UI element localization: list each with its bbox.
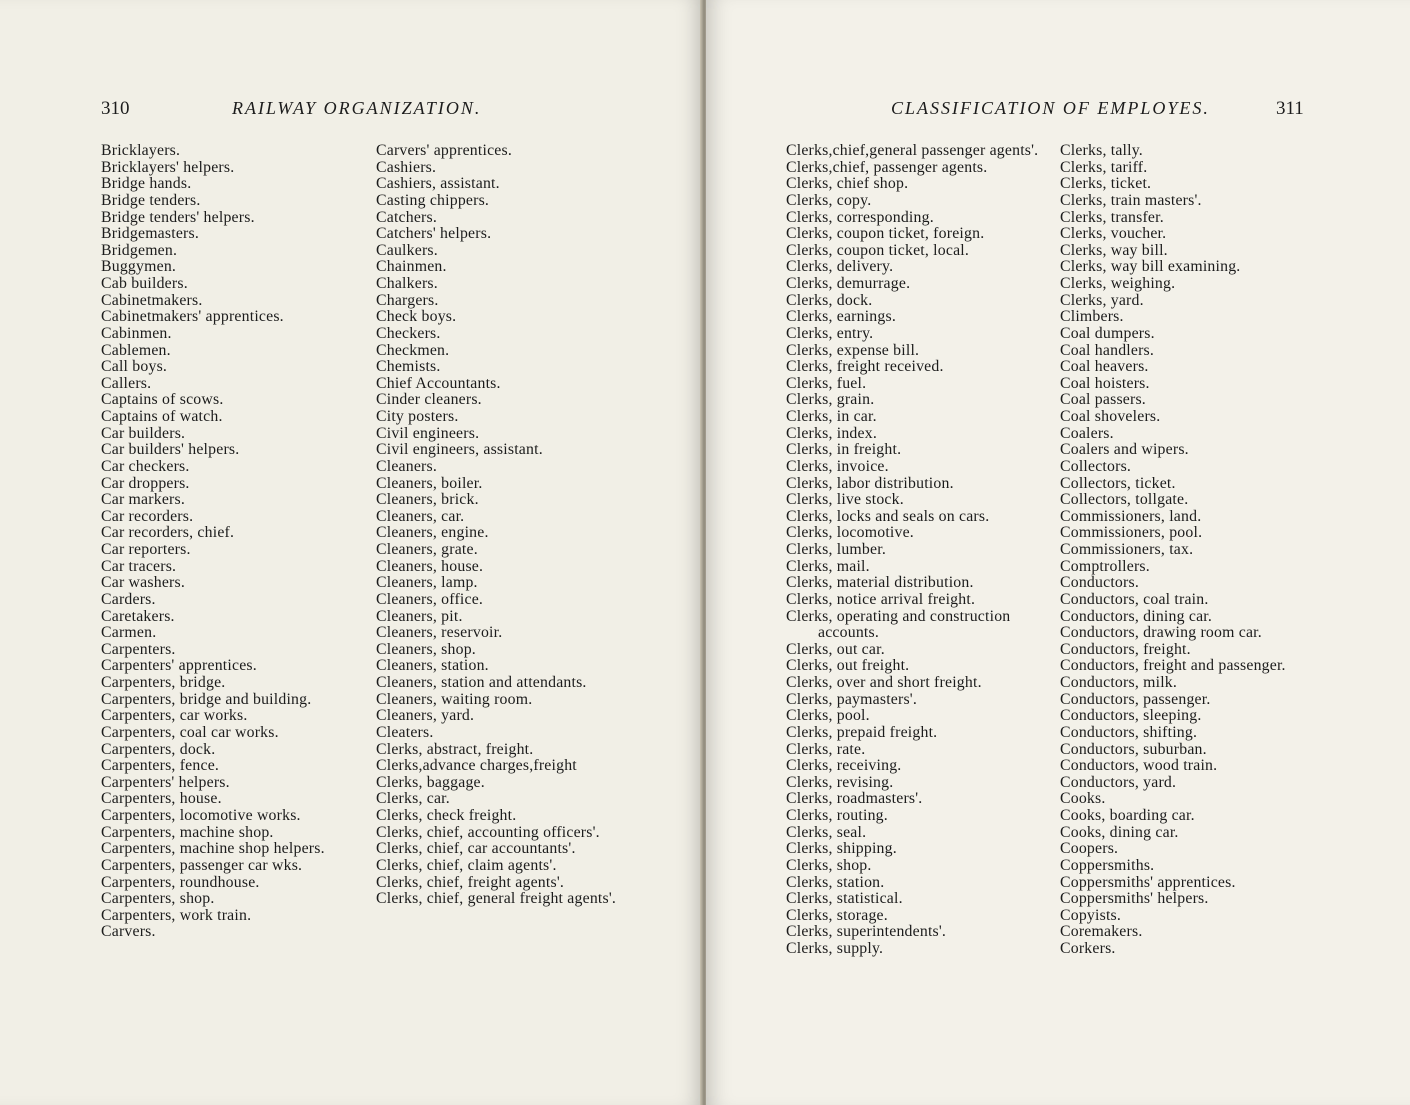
list-item: Bridge tenders. [101, 191, 201, 209]
list-item: Carpenters, bridge. [101, 674, 226, 691]
list-item: City posters. [376, 408, 459, 425]
list-item: Chainmen. [376, 258, 447, 276]
list-item: Coal dumpers. [1060, 324, 1155, 342]
list-item: Commissioners, pool. [1060, 524, 1203, 542]
list-item: Clerks, notice arrival freight. [786, 590, 976, 608]
list-item: Clerks, shipping. [786, 840, 897, 858]
list-item: Clerks, receiving. [786, 757, 902, 775]
list-item: Cleaners, station and attendants. [376, 674, 587, 691]
list-item: Clerks, delivery. [786, 258, 894, 276]
list-item: Clerks, chief, car accountants'. [376, 840, 576, 858]
list-item: Carpenters, roundhouse. [101, 873, 260, 891]
list-item: Cleaners, lamp. [376, 574, 478, 592]
list-item: Clerks, baggage. [376, 773, 485, 791]
list-item: Clerks, fuel. [786, 374, 867, 392]
list-item: Carpenters, shop. [101, 890, 215, 908]
list-item: Cashiers. [376, 158, 437, 176]
list-item: Cleaners, house. [376, 557, 484, 575]
list-item: Clerks, entry. [786, 324, 874, 342]
list-item: Bridgemasters. [101, 225, 199, 243]
list-item: Cablemen. [101, 341, 171, 359]
list-item: Conductors, passenger. [1060, 690, 1211, 708]
list-item: Checkers. [376, 324, 441, 342]
page-number: 311 [1276, 98, 1304, 119]
list-item: Commissioners, tax. [1060, 541, 1194, 558]
list-item: Clerks, paymasters'. [786, 690, 917, 708]
list-item: Clerks, supply. [786, 940, 884, 957]
list-item: Clerks, pool. [786, 707, 870, 725]
list-item: Cooks. [1060, 790, 1106, 808]
list-item: Clerks, coupon ticket, local. [786, 241, 970, 259]
list-item: Bridgemen. [101, 241, 178, 259]
list-item: Conductors, coal train. [1060, 590, 1209, 608]
list-item: Clerks, expense bill. [786, 341, 920, 359]
list-item: Caulkers. [376, 241, 438, 259]
list-item: Casting chippers. [376, 191, 490, 209]
list-item: Coal shovelers. [1060, 408, 1161, 425]
list-item: Clerks, locks and seals on cars. [786, 507, 990, 525]
list-item: Carpenters, work train. [101, 906, 252, 924]
list-item: Clerks, dock. [786, 291, 873, 309]
list-item: Check boys. [376, 308, 457, 326]
list-item: Carders. [101, 590, 156, 608]
list-item: Clerks, demurrage. [786, 275, 911, 292]
list-item: Conductors, milk. [1060, 674, 1178, 691]
list-item: Conductors, drawing room car. [1060, 624, 1262, 642]
list-item: Clerks, operating and construction accounts. [786, 607, 1011, 642]
list-item: Coal heavers. [1060, 358, 1149, 376]
list-item: Clerks, shop. [786, 856, 872, 874]
list-item: Cashiers, assistant. [376, 175, 500, 193]
list-item: Clerks, way bill. [1060, 241, 1168, 259]
list-item: Clerks, chief shop. [786, 175, 909, 193]
list-item: Coppersmiths' apprentices. [1060, 873, 1236, 891]
list-item: Clerks, invoice. [786, 457, 889, 475]
list-item: Cab builders. [101, 275, 188, 292]
list-item: Conductors, freight and passenger. [1060, 657, 1286, 675]
list-item: Carpenters, locomotive works. [101, 807, 301, 824]
list-item: Cleaners, boiler. [376, 474, 483, 492]
list-item: Clerks,advance charges,freight [376, 757, 577, 775]
list-item: Clerks, way bill examining. [1060, 258, 1241, 276]
list-item: Coppersmiths. [1060, 856, 1155, 874]
list-item: Collectors. [1060, 457, 1132, 475]
list-item: Cleaners, grate. [376, 541, 478, 558]
list-item: Clerks, car. [376, 790, 450, 808]
list-item: Conductors, suburban. [1060, 740, 1207, 758]
list-item: Car recorders, chief. [101, 524, 235, 542]
list-item: Carpenters, house. [101, 790, 222, 808]
list-item: Clerks, tariff. [1060, 158, 1148, 176]
list-item: Chalkers. [376, 275, 438, 292]
left-column-1 [101, 143, 363, 941]
list-item: Carpenters, passenger car wks. [101, 856, 303, 874]
list-item: Clerks, index. [786, 424, 877, 442]
list-item: Clerks, yard. [1060, 291, 1144, 309]
list-item: Clerks, mail. [786, 557, 870, 575]
list-item: Clerks, earnings. [786, 308, 897, 326]
list-item: Clerks, over and short freight. [786, 674, 982, 691]
list-item: Clerks, live stock. [786, 491, 904, 509]
list-item: Collectors, tollgate. [1060, 491, 1189, 509]
list-item: Clerks, chief, claim agents'. [376, 856, 557, 874]
list-item: Coopers. [1060, 840, 1119, 858]
list-item: Captains of scows. [101, 391, 224, 409]
list-item: Carpenters, dock. [101, 740, 216, 758]
list-item: Chargers. [376, 291, 439, 309]
list-item: Cleaners. [376, 457, 438, 475]
list-item: Clerks, train masters'. [1060, 191, 1202, 209]
list-item: Conductors, shifting. [1060, 723, 1198, 741]
list-item: Clerks, roadmasters'. [786, 790, 923, 808]
list-item: Carpenters, bridge and building. [101, 690, 312, 708]
list-item: Cleaners, car. [376, 507, 465, 525]
list-item: Climbers. [1060, 308, 1124, 326]
list-item: Clerks, chief, freight agents'. [376, 873, 565, 891]
list-item: Coal handlers. [1060, 341, 1155, 359]
list-item: Car droppers. [101, 474, 190, 492]
list-item: Copyists. [1060, 906, 1122, 924]
left-page [0, 0, 703, 1105]
list-item: Coppersmiths' helpers. [1060, 890, 1209, 908]
list-item: Carpenters' apprentices. [101, 657, 257, 675]
list-item: Clerks, material distribution. [786, 574, 974, 592]
list-item: Clerks, rate. [786, 740, 866, 758]
list-item: Commissioners, land. [1060, 507, 1202, 525]
list-item: Cleaners, station. [376, 657, 489, 675]
list-item: Clerks, transfer. [1060, 208, 1164, 226]
list-item: Cooks, boarding car. [1060, 807, 1195, 824]
list-item: Checkmen. [376, 341, 450, 359]
list-item: Cooks, dining car. [1060, 823, 1179, 841]
list-item: Buggymen. [101, 258, 177, 276]
list-item: Collectors, ticket. [1060, 474, 1176, 492]
list-item: Car checkers. [101, 457, 190, 475]
list-item: Bricklayers' helpers. [101, 158, 235, 176]
list-item: Coalers. [1060, 424, 1114, 442]
list-item: Clerks, in car. [786, 408, 877, 425]
list-item: Comptrollers. [1060, 557, 1150, 575]
list-item: Civil engineers. [376, 424, 480, 442]
list-item: Cleaners, waiting room. [376, 690, 533, 708]
list-item: Clerks, chief, accounting officers'. [376, 823, 600, 841]
list-item: Car builders. [101, 424, 186, 442]
list-item: Clerks, out freight. [786, 657, 910, 675]
list-item: Carpenters, machine shop. [101, 823, 274, 841]
list-item: Cinder cleaners. [376, 391, 482, 409]
list-item: Clerks, coupon ticket, foreign. [786, 225, 985, 243]
list-item: Cleaners, yard. [376, 707, 475, 725]
list-item: Carpenters, car works. [101, 707, 248, 725]
list-item: Car builders' helpers. [101, 441, 240, 459]
list-item: Cleaners, shop. [376, 640, 476, 658]
list-item: Clerks, lumber. [786, 541, 886, 558]
list-item: Chief Accountants. [376, 374, 501, 392]
list-item: Clerks, out car. [786, 640, 885, 658]
list-item: Clerks, freight received. [786, 358, 944, 376]
list-item: Carpenters, fence. [101, 757, 220, 775]
list-item: Conductors, freight. [1060, 640, 1191, 658]
list-item: Clerks, chief, general freight agents'. [376, 890, 617, 908]
list-item: Clerks, revising. [786, 773, 894, 791]
list-item: Coalers and wipers. [1060, 441, 1189, 459]
list-item: Captains of watch. [101, 408, 223, 425]
list-item: Car markers. [101, 491, 185, 509]
list-item: Conductors, dining car. [1060, 607, 1213, 625]
running-title: CLASSIFICATION OF EMPLOYES. [891, 98, 1210, 118]
right-page [706, 0, 1410, 1105]
right-column-1 [786, 143, 1040, 958]
list-item: Clerks, storage. [786, 906, 888, 924]
list-item: Clerks, weighing. [1060, 275, 1176, 292]
list-item: Conductors, yard. [1060, 773, 1177, 791]
list-item: Clerks, in freight. [786, 441, 902, 459]
list-item: Car recorders. [101, 507, 194, 525]
list-item: Coremakers. [1060, 923, 1143, 941]
list-item: Callers. [101, 374, 152, 392]
right-column-2 [1060, 143, 1314, 958]
list-item: Carpenters. [101, 640, 176, 658]
list-item: Car reporters. [101, 541, 191, 558]
list-item: Corkers. [1060, 940, 1116, 957]
list-item: Clerks, copy. [786, 191, 872, 209]
list-item: Conductors. [1060, 574, 1139, 592]
list-item: Catchers. [376, 208, 438, 226]
list-item: Clerks,chief, passenger agents. [786, 158, 988, 176]
list-item: Clerks, statistical. [786, 890, 903, 908]
list-item: Car washers. [101, 574, 185, 592]
list-item: Cleaters. [376, 723, 434, 741]
list-item: Carpenters, coal car works. [101, 723, 279, 741]
list-item: Carpenters, machine shop helpers. [101, 840, 325, 858]
list-item: Clerks, superintendents'. [786, 923, 947, 941]
list-item: Cleaners, reservoir. [376, 624, 503, 642]
list-item: Cabinetmakers' apprentices. [101, 308, 284, 326]
list-item: Clerks,chief,general passenger agents'. [786, 142, 1039, 159]
list-item: Car tracers. [101, 557, 177, 575]
list-item: Cabinmen. [101, 324, 172, 342]
list-item: Clerks, seal. [786, 823, 867, 841]
list-item: Carpenters' helpers. [101, 773, 230, 791]
list-item: Cleaners, office. [376, 590, 484, 608]
list-item: Carvers. [101, 923, 156, 941]
list-item: Clerks, ticket. [1060, 175, 1152, 193]
list-item: Coal hoisters. [1060, 374, 1150, 392]
list-item: Civil engineers, assistant. [376, 441, 543, 459]
list-item: Call boys. [101, 358, 168, 376]
list-item: Clerks, tally. [1060, 142, 1143, 159]
list-item: Clerks, voucher. [1060, 225, 1167, 243]
list-item: Bridge tenders' helpers. [101, 208, 255, 226]
list-item: Carmen. [101, 624, 157, 642]
list-item: Clerks, prepaid freight. [786, 723, 938, 741]
list-item: Cleaners, pit. [376, 607, 463, 625]
list-item: Clerks, labor distribution. [786, 474, 954, 492]
running-title: RAILWAY ORGANIZATION. [232, 98, 482, 118]
list-item: Carvers' apprentices. [376, 142, 512, 159]
list-item: Cleaners, engine. [376, 524, 489, 542]
page-number: 310 [101, 98, 130, 119]
list-item: Clerks, station. [786, 873, 885, 891]
list-item: Conductors, wood train. [1060, 757, 1218, 775]
list-item: Coal passers. [1060, 391, 1146, 409]
list-item: Bridge hands. [101, 175, 192, 193]
list-item: Catchers' helpers. [376, 225, 492, 243]
left-column-2 [376, 143, 628, 908]
list-item: Clerks, grain. [786, 391, 875, 409]
list-item: Chemists. [376, 358, 441, 376]
list-item: Cleaners, brick. [376, 491, 479, 509]
list-item: Bricklayers. [101, 142, 181, 159]
list-item: Conductors, sleeping. [1060, 707, 1202, 725]
list-item: Clerks, corresponding. [786, 208, 934, 226]
list-item: Clerks, abstract, freight. [376, 740, 534, 758]
list-item: Clerks, check freight. [376, 807, 517, 824]
list-item: Clerks, locomotive. [786, 524, 914, 542]
list-item: Clerks, routing. [786, 807, 888, 824]
list-item: Cabinetmakers. [101, 291, 203, 309]
list-item: Caretakers. [101, 607, 175, 625]
